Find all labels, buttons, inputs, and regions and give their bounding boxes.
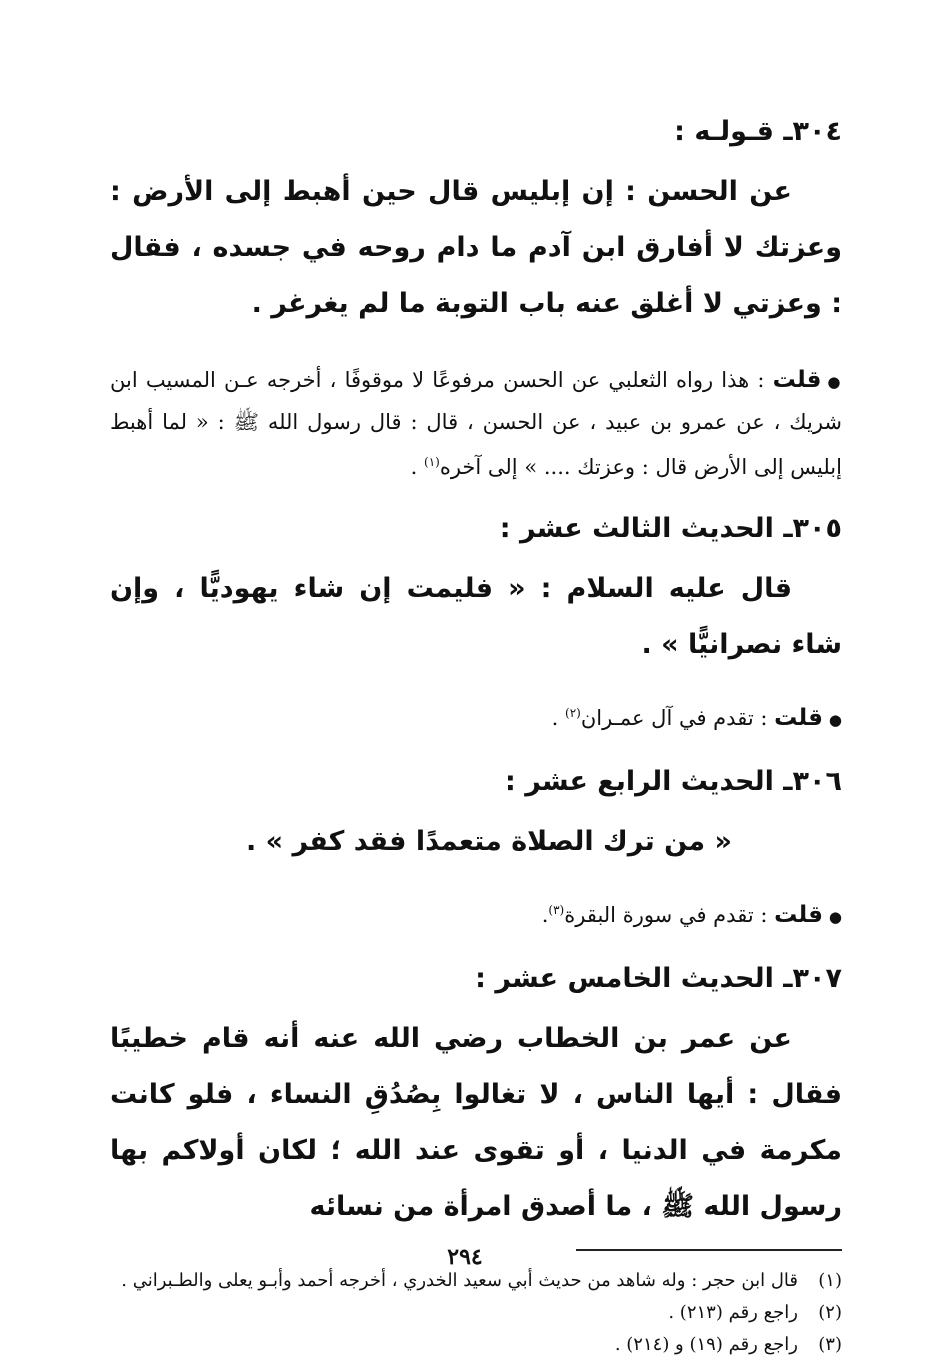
page-number: ٢٩٤ — [447, 1244, 483, 1270]
section-307-text: عن عمر بن الخطاب رضي الله عنه أنه قام خطيبًا فقال : أيها الناس ، لا تغالوا بِصُدُقِ النساء ، فلو كانت مكرمة في الدنيا ، أو تقوى عند الله ؛ لكان أولاكم بها رسول الله ﷺ ، ما أصدق امرأة من نسائه — [110, 1023, 842, 1222]
footnote-number: (٢) — [818, 1302, 842, 1323]
footnote-text: راجع رقم (١٩) و (٢١٤) . — [614, 1334, 798, 1355]
note-text: : هذا رواه الثعلبي عن الحسن مرفوعًا لا موقوفًا ، أخرجه عـن المسيب ابن شريك ، عن عمرو بن عبيد ، عن الحسن ، قال : قال رسول الله ﷺ : « لما أهبط إبليس إلى الأرض قال : وعزتك .... » إلى آخره — [110, 368, 843, 479]
section-306-heading: ٣٠٦ـ الحديث الرابع عشر : — [505, 766, 842, 797]
bullet-icon: ● — [828, 908, 842, 926]
note-text: : تقدم في آل عمـران — [580, 706, 768, 730]
note-text: : تقدم في سورة البقرة — [564, 903, 768, 927]
section-306-note — [110, 890, 842, 937]
footnote-ref: (٣) — [548, 903, 565, 917]
section-307-heading: ٣٠٧ـ الحديث الخامس عشر : — [475, 963, 842, 994]
section-305-note — [110, 693, 842, 740]
note-end: . — [551, 706, 566, 730]
note-label: قلت — [774, 705, 823, 731]
footnote-text: قال ابن حجر : وله شاهد من حديث أبي سعيد الخدري ، أخرجه أحمد وأبـو يعلى والطـبراني . — [121, 1270, 798, 1291]
note-end: . — [541, 903, 549, 927]
section-304-text: عن الحسن : إن إبليس قال حين أهبط إلى الأرض : وعزتك لا أفارق ابن آدم ما دام روحه في جسده ، فقال : وعزتي لا أغلق عنه باب التوبة ما لم يغرغر . — [110, 176, 842, 319]
footnote-number: (١) — [818, 1270, 842, 1291]
section-306-text: « من ترك الصلاة متعمدًا فقد كفر » . — [245, 826, 732, 857]
footnote-2 — [110, 1297, 842, 1329]
section-305-heading: ٣٠٥ـ الحديث الثالث عشر : — [499, 513, 842, 544]
footnote-number: (٣) — [818, 1334, 842, 1355]
footnote-text: راجع رقم (٢١٣) . — [668, 1302, 798, 1323]
section-304-heading: ٣٠٤ـ قـولـه : — [674, 116, 842, 147]
bullet-icon: ● — [827, 373, 842, 391]
footnote-ref: (٢) — [565, 706, 581, 720]
footnotes — [110, 1265, 842, 1361]
footnote-3 — [110, 1329, 842, 1361]
footnote-ref: (١) — [424, 455, 440, 469]
note-end: . — [410, 455, 424, 479]
bullet-icon: ● — [828, 711, 842, 729]
note-label: قلت — [772, 367, 822, 393]
note-label: قلت — [774, 902, 823, 928]
section-304-note — [110, 360, 842, 487]
section-305-text: قال عليه السلام : « فليمت إن شاء يهوديًّا ، وإن شاء نصرانيًّا » . — [110, 573, 842, 660]
